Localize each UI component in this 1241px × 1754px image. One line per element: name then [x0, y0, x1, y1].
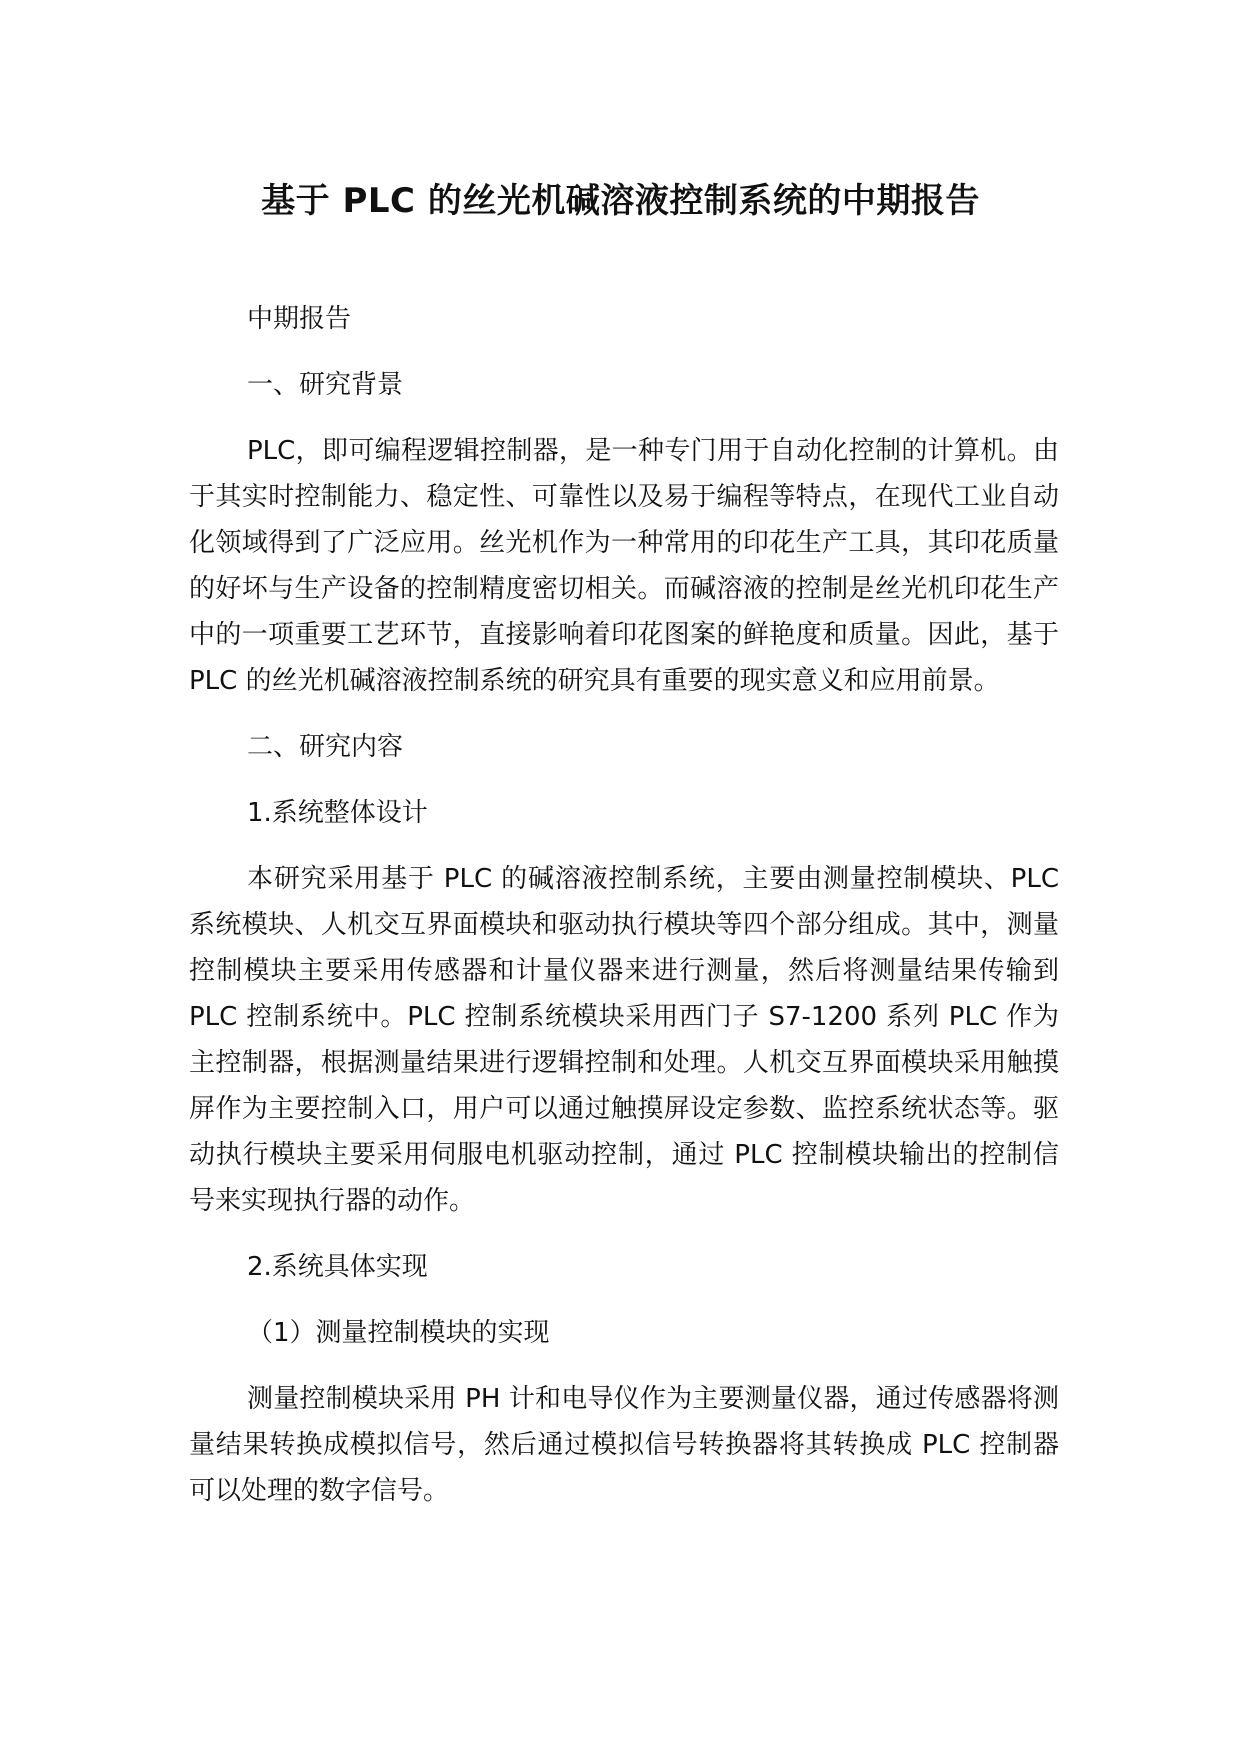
paragraph-background: PLC，即可编程逻辑控制器，是一种专门用于自动化控制的计算机。由于其实时控制能力、稳定性、可靠性以及易于编程等特点，在现代工业自动化领域得到了广泛应用。丝光机作为一种常用的印花生产工具，其印花质量的好坏与生产设备的控制精度密切相关。而碱溶液的控制是丝光机印花生产中的一项重要工艺环节，直接影响着印花图案的鲜艳度和质量。因此，基于 PLC 的丝光机碱溶液控制系统的研究具有重要的现实意义和应用前景。 — [189, 436, 1059, 696]
document-title: 基于 PLC 的丝光机碱溶液控制系统的中期报告 — [261, 181, 980, 221]
document-body — [189, 296, 1059, 1534]
subsection-heading-overall-design: 1.系统整体设计 — [247, 798, 428, 828]
section-heading-background: 一、研究背景 — [247, 370, 404, 400]
subsection-heading-implementation: 2.系统具体实现 — [247, 1252, 428, 1282]
section-heading-content: 二、研究内容 — [247, 732, 404, 762]
paragraph-measurement-module: 测量控制模块采用 PH 计和电导仪作为主要测量仪器，通过传感器将测量结果转换成模拟信号，然后通过模拟信号转换器将其转换成 PLC 控制器可以处理的数字信号。 — [189, 1384, 1059, 1506]
section-heading-report: 中期报告 — [247, 304, 352, 334]
paragraph-overall-design: 本研究采用基于 PLC 的碱溶液控制系统，主要由测量控制模块、PLC 系统模块、人机交互界面模块和驱动执行模块等四个部分组成。其中，测量控制模块主要采用传感器和计量仪器来进行测量，然后将测量结果传输到 PLC 控制系统中。PLC 控制系统模块采用西门子 S7-1200 系列 PLC 作为主控制器，根据测量结果进行逻辑控制和处理。人机交互界面模块采用触摸屏作为主要控制入口，用户可以通过触摸屏设定参数、监控系统状态等。驱动执行模块主要采用伺服电机驱动控制，通过 PLC 控制模块输出的控制信号来实现执行器的动作。 — [189, 864, 1059, 1216]
subsubsection-heading-measurement-module: （1）测量控制模块的实现 — [247, 1318, 550, 1348]
